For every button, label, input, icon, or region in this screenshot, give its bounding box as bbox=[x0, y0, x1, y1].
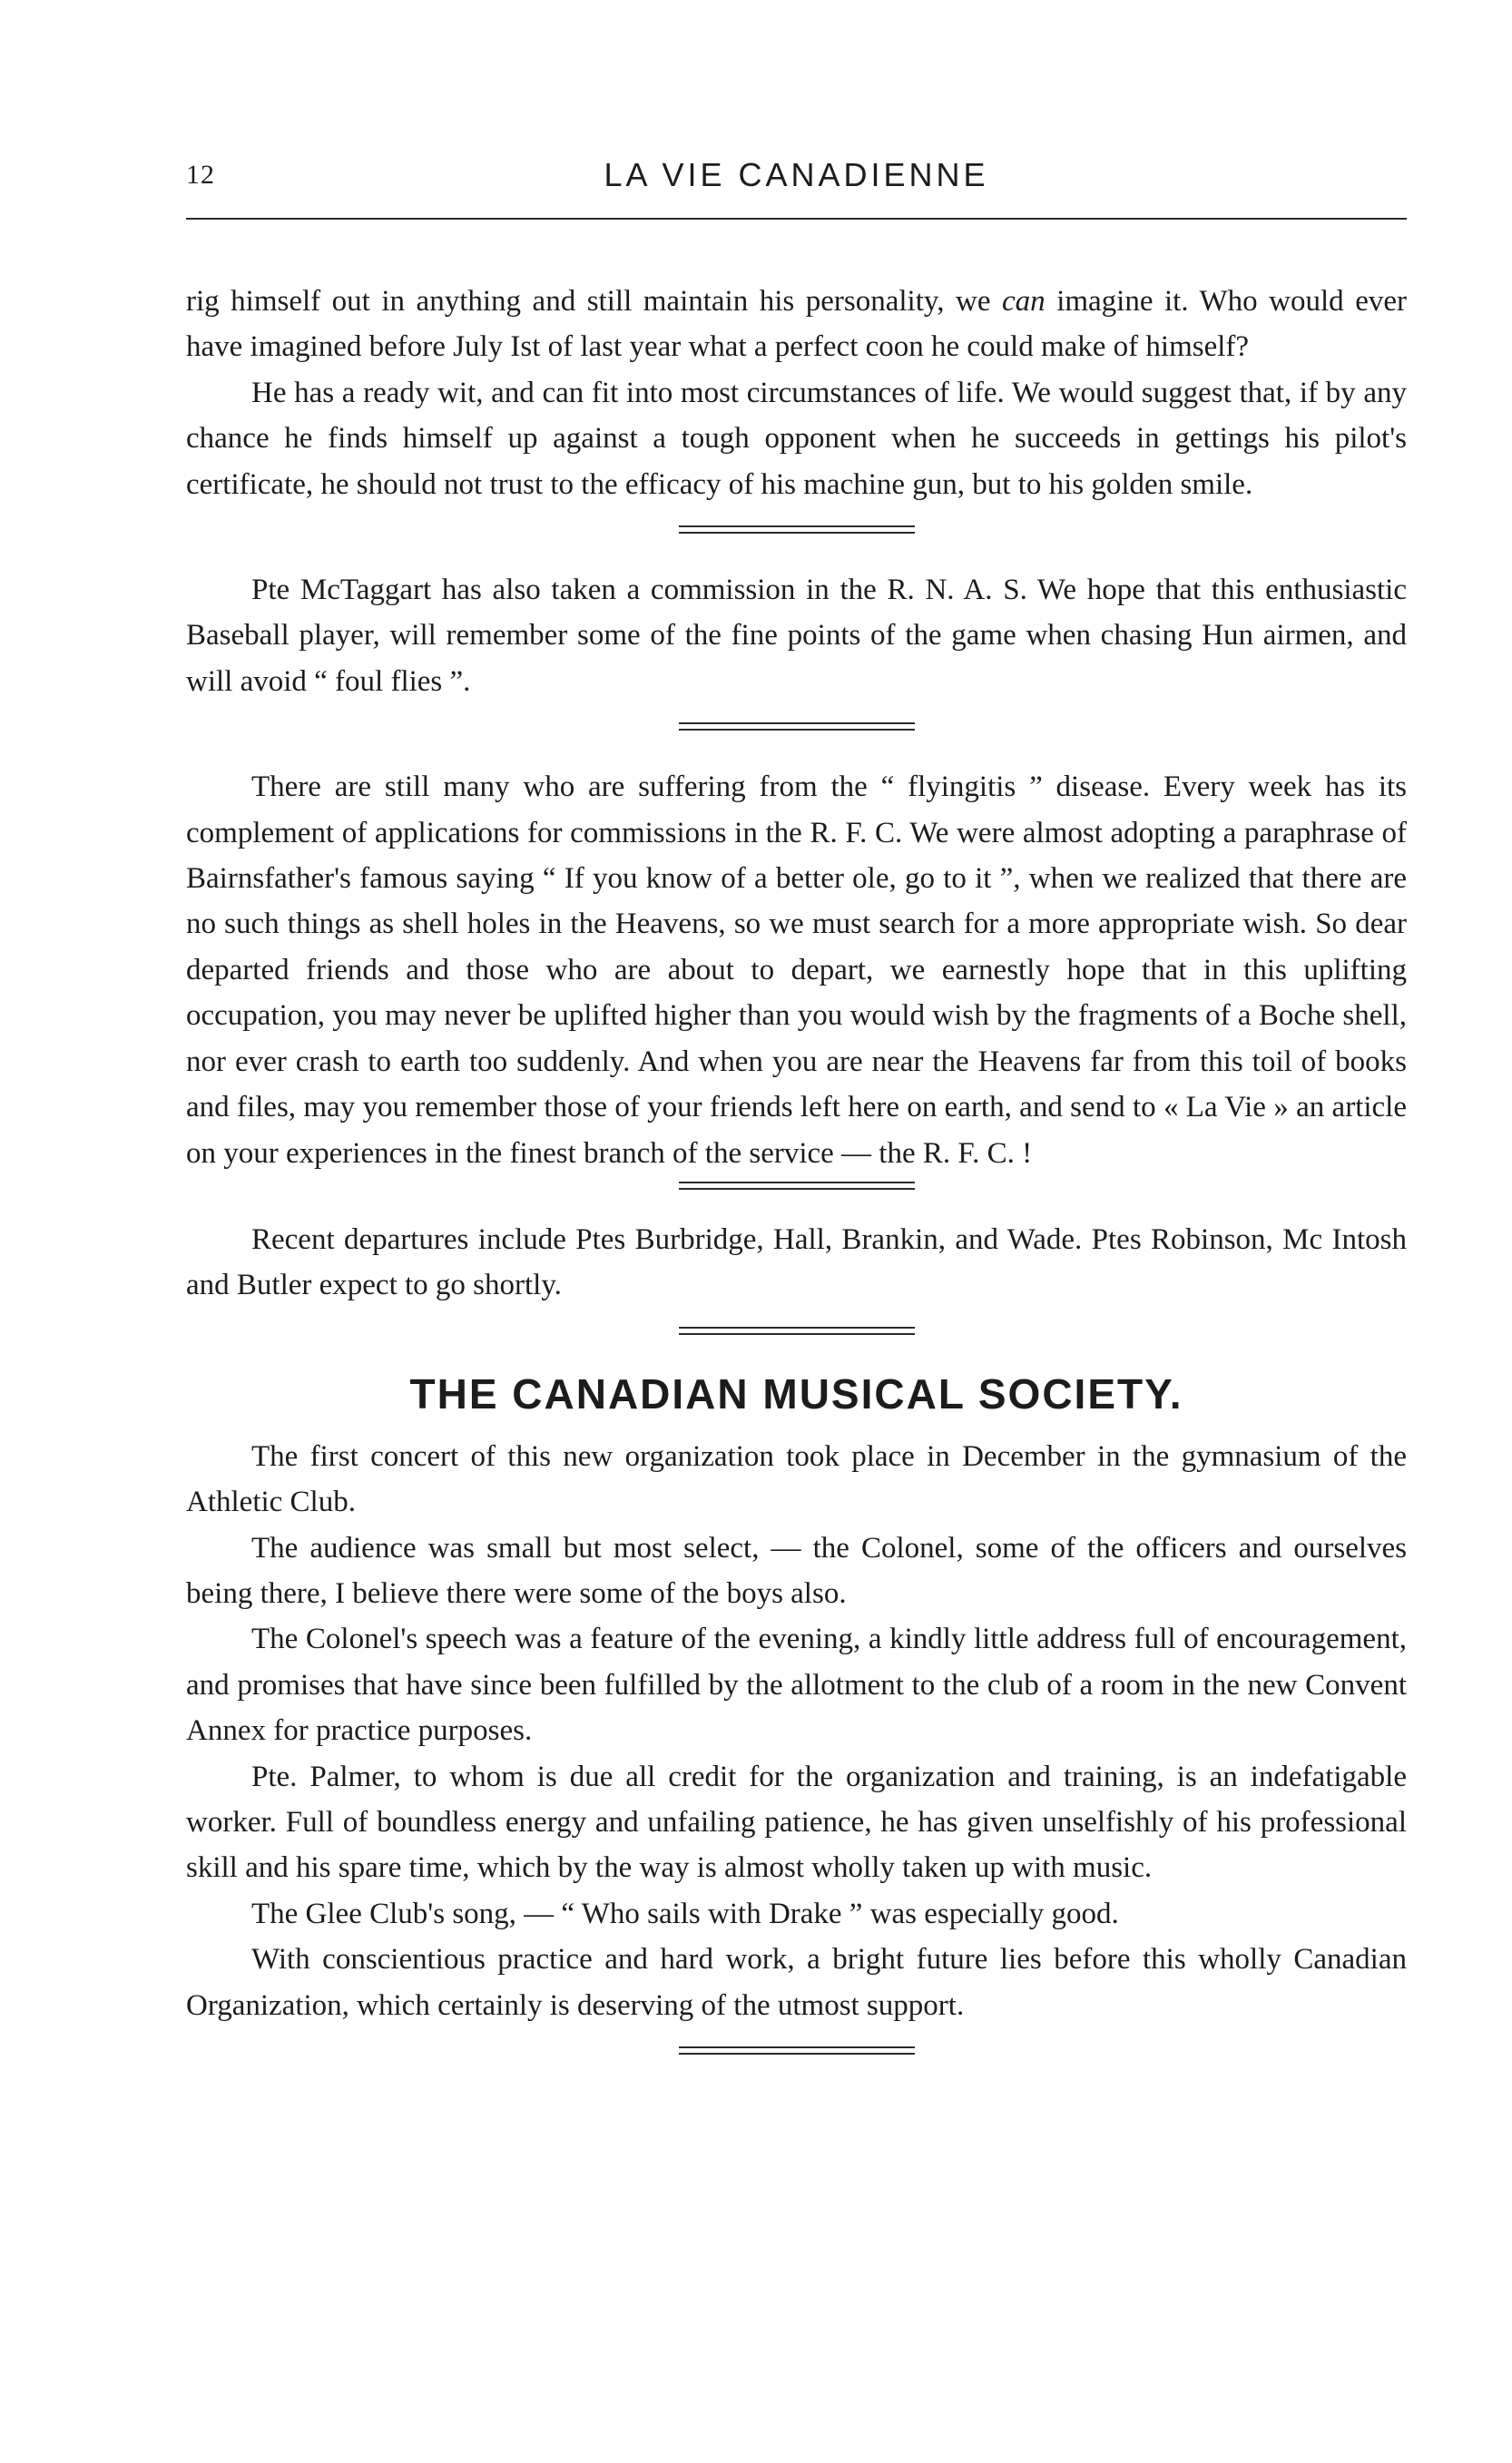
section-title: THE CANADIAN MUSICAL SOCIETY. bbox=[409, 1369, 1183, 1418]
section-paragraph: The audience was small but most select, — the Colonel, some of the officers and ourselves being there, I believe there were some of the boys also. bbox=[186, 1531, 1407, 1610]
section-paragraph: Pte. Palmer, to whom is due all credit for the organization and training, is an indefatigable worker. Full of boundless energy and unfailing patience, he has given unselfishly of his professional skill and his spare time, which by the way is almost wholly taken up with music. bbox=[186, 1760, 1407, 1885]
section-paragraph: The first concert of this new organization took place in December in the gymnasium of the Athletic Club. bbox=[186, 1439, 1407, 1519]
section-divider bbox=[679, 722, 915, 732]
section-paragraph: The Colonel's speech was a feature of the evening, a kindly little address full of encouragement, and promises that have since been fulfilled by the allotment to the club of a room in the new Convent Annex for practice purposes. bbox=[186, 1623, 1407, 1748]
page-number: 12 bbox=[186, 160, 215, 190]
section-divider bbox=[679, 525, 915, 535]
running-title: LA VIE CANADIENNE bbox=[604, 156, 989, 193]
section-divider bbox=[679, 1182, 915, 1192]
section-paragraph: The Glee Club's song, — “ Who sails with Drake ” was especially good. bbox=[251, 1897, 1119, 1930]
end-divider bbox=[679, 2046, 915, 2056]
emphasis: can bbox=[1002, 285, 1046, 318]
paragraph: There are still many who are suffering from the “ flyingitis ” disease. Every week has its complement of applications for commissions in the R. F. C. We were almost adopting a paraphrase of Bairnsfather's famous saying “ If you know of a better ole, go to it ”, when we realized that there are no such things as shell holes in the Heavens, so we must search for a more appropriate wish. So dear departed friends and those who are about to depart, we earnestly hope that in this uplifting occupation, you may never be uplifted higher than you would wish by the fragments of a Boche shell, nor ever crash to earth too suddenly. And when you are near the Heavens far from this toil of books and files, may you remember those of your friends left here on earth, and send to « La Vie » an article on your experiences in the finest branch of the service — the R. F. C. ! bbox=[186, 770, 1407, 1170]
section-divider bbox=[679, 1327, 915, 1337]
paragraph: He has a ready wit, and can fit into most circumstances of life. We would suggest that, if by any chance he finds himself up against a tough opponent when he succeeds in gettings his pilot's certificate, he should not trust to the efficacy of his machine gun, but to his golden smile. bbox=[186, 376, 1407, 501]
paragraph: rig himself out in anything and still maintain his personality, we can imagine it. Who would ever have imagined before July Ist of last year what a perfect coon he could make of himself? bbox=[186, 285, 1407, 364]
running-head bbox=[186, 156, 1407, 201]
paragraph: Recent departures include Ptes Burbridge, Hall, Brankin, and Wade. Ptes Robinson, Mc Intosh and Butler expect to go shortly. bbox=[186, 1222, 1407, 1302]
header-rule bbox=[186, 218, 1407, 220]
section-paragraph: With conscientious practice and hard work, a bright future lies before this wholly Canadian Organization, which certainly is deserving of the utmost support. bbox=[186, 1943, 1407, 2022]
article-body bbox=[186, 279, 1407, 2088]
paragraph: Pte McTaggart has also taken a commission in the R. N. A. S. We hope that this enthusiastic Baseball player, will remember some of the fine points of the game when chasing Hun airmen, and will avoid “ foul flies ”. bbox=[186, 574, 1407, 698]
